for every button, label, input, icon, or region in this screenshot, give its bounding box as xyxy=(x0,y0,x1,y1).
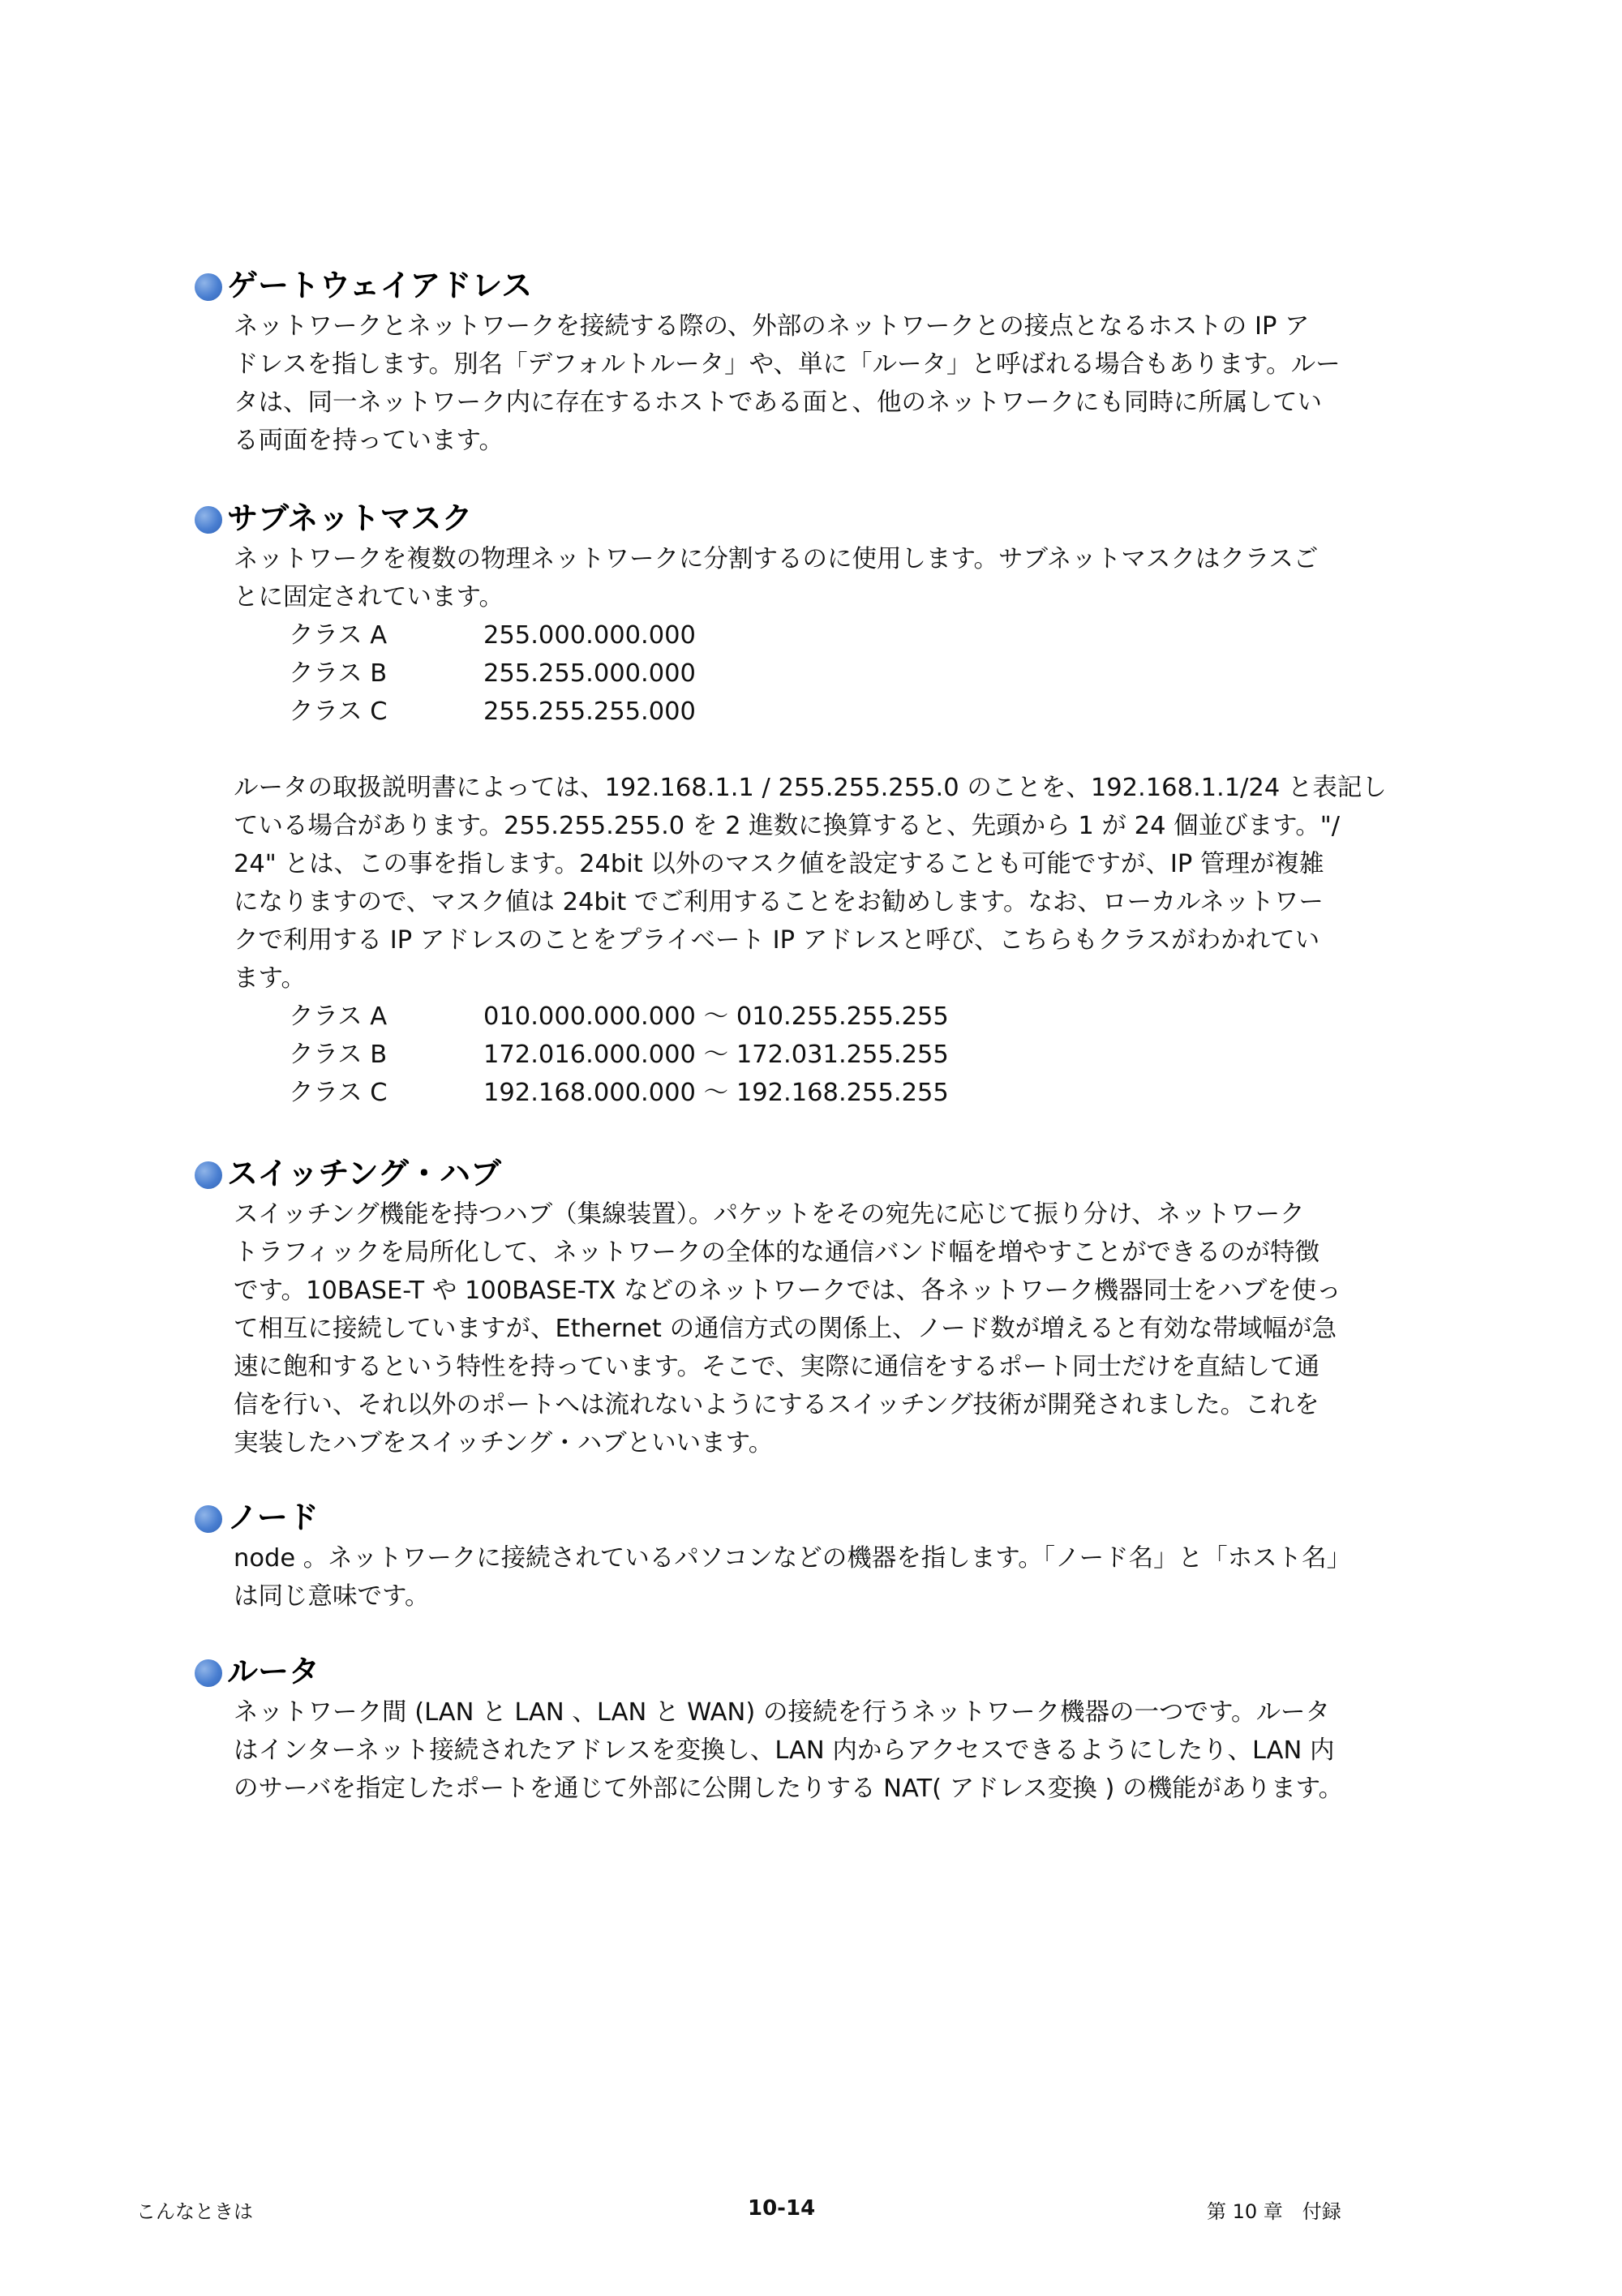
mask-value: 255.000.000.000 xyxy=(483,621,696,650)
text-line: はインターネット接続されたアドレスを変換し、LAN 内からアクセスできるようにしたり、LAN 内 xyxy=(234,1736,1335,1765)
range-row xyxy=(289,998,1460,1036)
switching-hub-description xyxy=(234,1195,1434,1462)
range-class: クラス B xyxy=(289,1041,388,1069)
section-router xyxy=(195,1650,1460,1808)
text-line: です。10BASE-T や 100BASE-TX などのネットワークでは、各ネットワーク機器同士をハブを使っ xyxy=(234,1277,1341,1305)
page-number: 10-14 xyxy=(748,2196,816,2221)
bullet-icon xyxy=(195,506,222,534)
heading-node: ノード xyxy=(227,1500,319,1535)
section-gateway xyxy=(195,264,1460,460)
range-value: 010.000.000.000 ～ 010.255.255.255 xyxy=(483,1002,949,1031)
mask-class: クラス B xyxy=(289,659,388,688)
text-line: ネットワーク間 (LAN と LAN 、LAN と WAN) の接続を行うネットワーク機器の一つです。ルータ xyxy=(234,1698,1331,1727)
node-description xyxy=(234,1539,1434,1616)
text-line: 速に飽和するという特性を持っています。そこで、実際に通信をするポート同士だけを直結して通 xyxy=(234,1353,1319,1381)
text-line: のサーバを指定したポートを通じて外部に公開したりする NAT( アドレス変換 ) の機能があります。 xyxy=(234,1775,1344,1803)
section-heading xyxy=(195,496,1460,540)
range-class: クラス C xyxy=(289,1079,388,1107)
text-line: node 。ネットワークに接続されているパソコンなどの機器を指します。「ノード名」と「ホスト名」 xyxy=(234,1544,1352,1573)
heading-router: ルータ xyxy=(227,1654,320,1689)
text-line: 実装したハブをスイッチング・ハブといいます。 xyxy=(234,1429,774,1457)
text-line: 24" とは、この事を指します。24bit 以外のマスク値を設定することも可能ですが、IP 管理が複雑 xyxy=(234,850,1324,878)
heading-subnet-mask: サブネットマスク xyxy=(227,500,473,536)
text-line: は同じ意味です。 xyxy=(234,1582,430,1611)
section-subnet-mask xyxy=(195,496,1460,1112)
text-line: タは、同一ネットワーク内に存在するホストである面と、他のネットワークにも同時に所属してい xyxy=(234,388,1322,417)
text-line: とに固定されています。 xyxy=(234,583,504,612)
mask-value: 255.255.255.000 xyxy=(483,697,696,726)
footer-chapter: 第 10 章 付録 xyxy=(1207,2200,1341,2223)
section-heading xyxy=(195,1152,1460,1195)
text-line: ている場合があります。255.255.255.0 を 2 進数に換算すると、先頭から 1 が 24 個並びます。"/ xyxy=(234,812,1341,840)
mask-class: クラス A xyxy=(289,621,388,650)
range-row xyxy=(289,1074,1460,1112)
text-line: ネットワークとネットワークを接続する際の、外部のネットワークとの接点となるホストの IP ア xyxy=(234,312,1310,341)
subnet-body xyxy=(234,769,1434,998)
range-class: クラス A xyxy=(289,1002,388,1031)
subnet-intro xyxy=(234,540,1434,616)
section-heading xyxy=(195,264,1460,307)
bullet-icon xyxy=(195,1161,222,1189)
text-line: て相互に接続していますが、Ethernet の通信方式の関係上、ノード数が増えると有効な帯域幅が急 xyxy=(234,1315,1337,1343)
mask-table xyxy=(195,616,1460,731)
text-line: ネットワークを複数の物理ネットワークに分割するのに使用します。サブネットマスクはクラスご xyxy=(234,545,1319,573)
gateway-description xyxy=(234,307,1434,460)
mask-class: クラス C xyxy=(289,697,388,726)
bullet-icon xyxy=(195,273,222,301)
bullet-icon xyxy=(195,1505,222,1533)
text-line: ルータの取扱説明書によっては、192.168.1.1 / 255.255.255.0 のことを、192.168.1.1/24 と表記し xyxy=(234,774,1387,802)
mask-value: 255.255.000.000 xyxy=(483,659,696,688)
heading-gateway: ゲートウェイアドレス xyxy=(227,268,533,303)
text-line: になりますので、マスク値は 24bit でご利用することをお勧めします。なお、ローカルネットワー xyxy=(234,888,1324,916)
range-row xyxy=(289,1036,1460,1074)
range-value: 192.168.000.000 ～ 192.168.255.255 xyxy=(483,1079,949,1107)
section-node xyxy=(195,1496,1460,1616)
private-range-table xyxy=(195,998,1460,1112)
section-heading xyxy=(195,1496,1460,1539)
section-switching-hub xyxy=(195,1152,1460,1462)
bullet-icon xyxy=(195,1659,222,1687)
text-line: ます。 xyxy=(234,964,307,993)
text-line: スイッチング機能を持つハブ（集線装置）。パケットをその宛先に応じて振り分け、ネットワーク xyxy=(234,1200,1305,1229)
mask-row xyxy=(289,616,1460,654)
text-line: る両面を持っています。 xyxy=(234,427,504,455)
text-line: ドレスを指します。別名「デフォルトルータ」や、単に「ルータ」と呼ばれる場合もあります。ルー xyxy=(234,350,1341,379)
heading-switching-hub: スイッチング・ハブ xyxy=(227,1156,501,1191)
range-value: 172.016.000.000 ～ 172.031.255.255 xyxy=(483,1041,949,1069)
mask-row xyxy=(289,693,1460,731)
text-line: 信を行い、それ以外のポートへは流れないようにするスイッチング技術が開発されました。これを xyxy=(234,1391,1319,1419)
section-heading xyxy=(195,1650,1460,1693)
text-line: トラフィックを局所化して、ネットワークの全体的な通信バンド幅を増やすことができるのが特徴 xyxy=(234,1238,1319,1267)
footer-left: こんなときは xyxy=(136,2200,253,2223)
mask-row xyxy=(289,654,1460,693)
text-line: クで利用する IP アドレスのことをプライベート IP アドレスと呼び、こちらもクラスがわかれてい xyxy=(234,926,1320,955)
router-description xyxy=(234,1693,1434,1808)
